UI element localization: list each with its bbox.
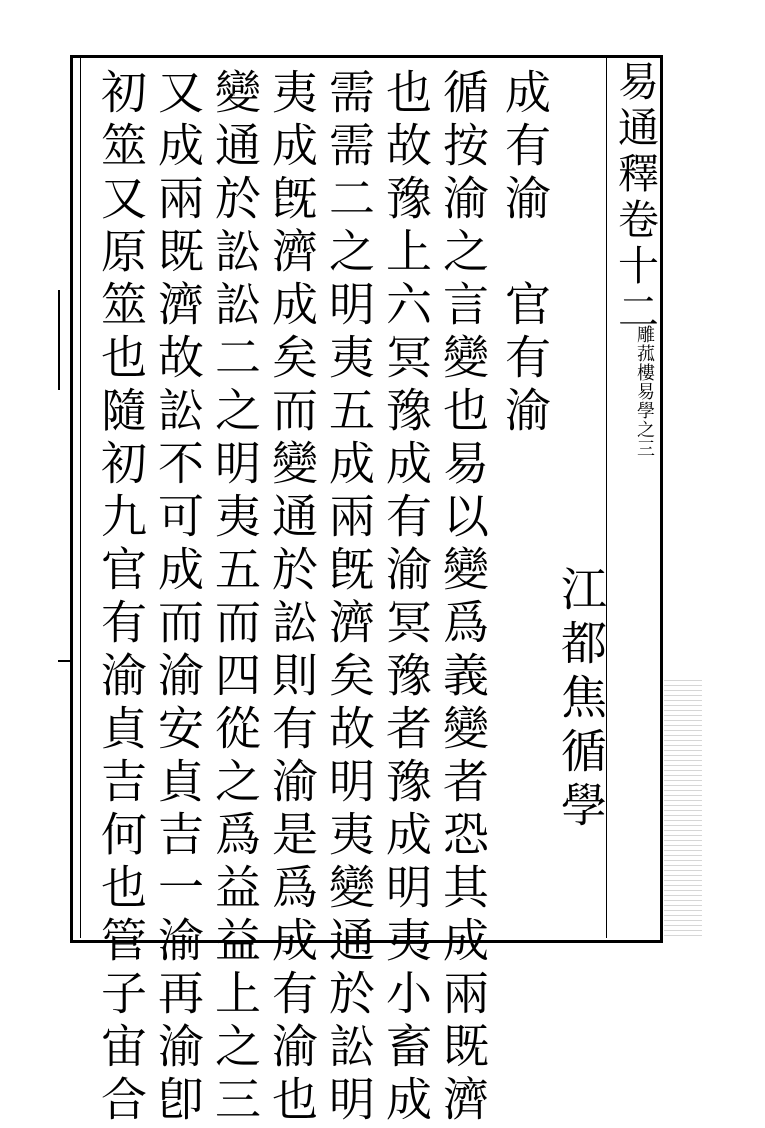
text-column-1: 循按渝之言變也易以變爲義變者恐其成兩既濟 xyxy=(436,68,490,1128)
text-column-2: 也故豫上六冥豫成有渝冥豫者豫成明夷小畜成 xyxy=(379,68,433,1128)
book-subtitle: 雕菰樓易學之三 xyxy=(634,325,655,458)
text-column-3: 需需二之明夷五成兩旣濟矣故明夷變通於訟明 xyxy=(322,68,376,1128)
text-column-7: 初筮又原筮也隨初九官有渝貞吉何也管子宙合 xyxy=(94,68,148,1128)
inner-border-line xyxy=(80,58,81,938)
page-edge-texture xyxy=(664,680,702,940)
margin-mark xyxy=(58,290,70,390)
author-line: 江都焦循學 xyxy=(554,565,608,835)
text-column-5: 變通於訟訟二之明夷五而四從之爲益益上之三 xyxy=(208,68,262,1128)
margin-tick xyxy=(58,660,72,662)
book-title: 易通釋卷十二 xyxy=(611,60,659,336)
text-column-4: 夷成旣濟成矣而變通於訟則有渝是爲成有渝也 xyxy=(265,68,319,1128)
text-column-6: 又成兩既濟故訟不可成而渝安貞吉一渝再渝卽 xyxy=(151,68,205,1128)
section-heading: 成有渝 官有渝 xyxy=(498,68,552,439)
